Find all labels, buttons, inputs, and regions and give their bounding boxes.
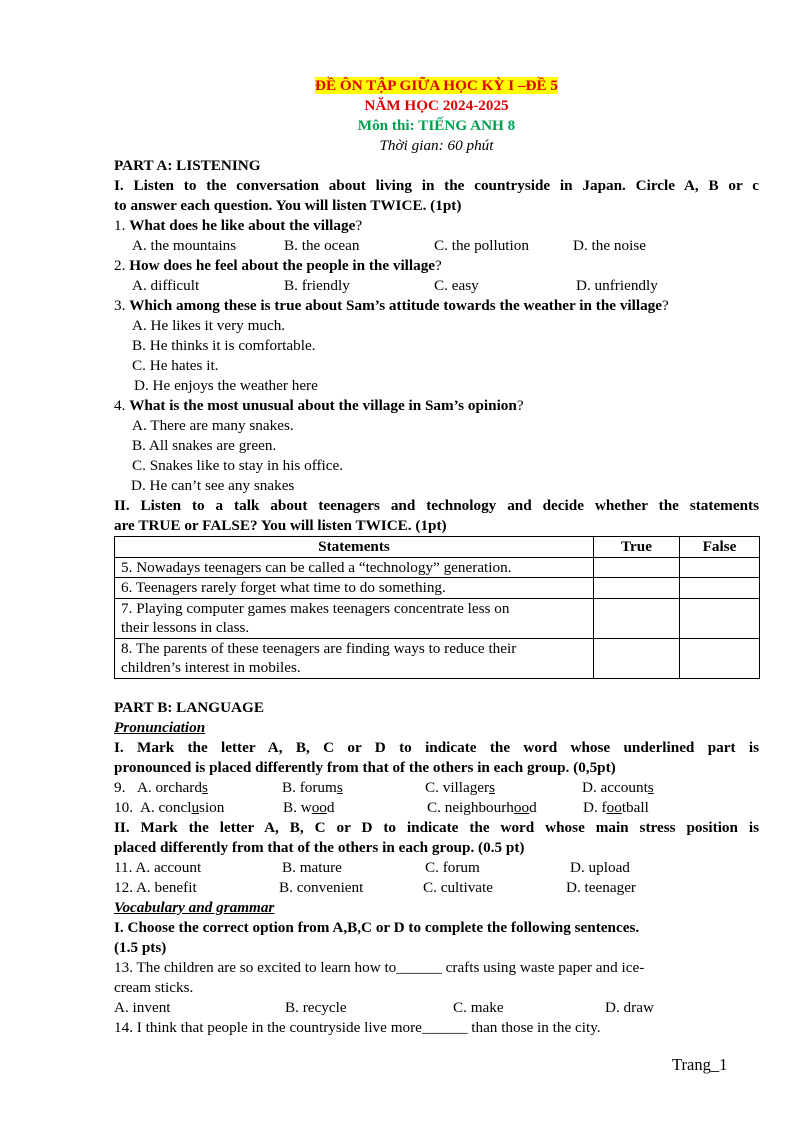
- true-cell[interactable]: [594, 598, 680, 638]
- question-2: [114, 256, 759, 276]
- option-c[interactable]: C. Snakes like to stay in his office.: [132, 457, 344, 474]
- vocabulary-instruction-line1: I. Choose the correct option from A,B,C or D to complete the following sentences.: [114, 918, 640, 936]
- true-false-table: [114, 536, 760, 679]
- option-c[interactable]: C. He hates it.: [132, 357, 219, 374]
- option-b[interactable]: [282, 778, 343, 798]
- question-number: 1.: [114, 217, 130, 234]
- exam-page: [114, 76, 759, 1038]
- option-c[interactable]: C. easy: [434, 277, 479, 294]
- time-limit: Thời gian: 60 phút: [379, 137, 494, 154]
- option-d[interactable]: D. draw: [605, 998, 654, 1016]
- page-number: Trang_1: [672, 1055, 728, 1074]
- table-header-false: False: [680, 537, 760, 558]
- option-b[interactable]: B. recycle: [285, 998, 347, 1016]
- table-row: [115, 638, 760, 678]
- option-c[interactable]: [425, 778, 495, 798]
- question-1-options: [114, 236, 759, 256]
- option-a[interactable]: A. invent: [114, 998, 171, 1016]
- option-d[interactable]: D. the noise: [573, 237, 646, 254]
- pronunciation-heading: Pronunciation: [114, 718, 206, 736]
- stress-instruction-line1: II. Mark the letter A, B, C or D to indicate the word whose main stress position is: [114, 818, 759, 836]
- false-cell[interactable]: [680, 598, 760, 638]
- option-d[interactable]: D. unfriendly: [576, 277, 658, 294]
- question-text: How does he feel about the people in the village: [129, 257, 436, 274]
- true-cell[interactable]: [594, 638, 680, 678]
- statement-text: 7. Playing computer games makes teenagers concentrate less on: [121, 599, 510, 617]
- statement-cell: [115, 598, 594, 638]
- question-text: What is the most unusual about the village in Sam’s opinion: [129, 397, 517, 414]
- question-4: [114, 396, 759, 416]
- statement-text: 8. The parents of these teenagers are finding ways to reduce their: [121, 639, 517, 657]
- question-9: [114, 778, 759, 798]
- listening-2-instruction-line1: II. Listen to a talk about teenagers and technology and decide whether the statements: [114, 497, 759, 514]
- option-c[interactable]: C. make: [453, 998, 504, 1016]
- table-header-true: True: [594, 537, 680, 558]
- option-text: B. w: [283, 798, 312, 816]
- statement-cell: [115, 557, 594, 578]
- question-mark: ?: [516, 397, 524, 414]
- underlined-part: u: [191, 798, 200, 816]
- option-text: D. f: [583, 798, 607, 816]
- question-10: [114, 798, 759, 818]
- option-b[interactable]: [283, 798, 334, 818]
- option-a[interactable]: A. He likes it very much.: [132, 317, 286, 334]
- question-number: 10.: [114, 798, 133, 816]
- option-text-end: d: [529, 798, 537, 816]
- question-2-options: [114, 276, 759, 296]
- listening-1-instruction-line2: to answer each question. You will listen TWICE. (1pt): [114, 197, 462, 214]
- option-text-end: d: [326, 798, 335, 816]
- underlined-part: oo: [513, 798, 530, 816]
- option-text-end: tball: [621, 798, 649, 816]
- option-text: C. neighbourh: [427, 798, 514, 816]
- option-a[interactable]: 12. A. benefit: [114, 878, 197, 896]
- option-text: B. forum: [282, 778, 337, 796]
- underlined-part: s: [647, 778, 654, 796]
- option-b[interactable]: B. the ocean: [284, 237, 360, 254]
- option-a[interactable]: A. difficult: [132, 277, 200, 294]
- listening-1-instruction-line1: I. Listen to the conversation about living in the countryside in Japan. Circle A, B or c: [114, 177, 759, 194]
- option-d[interactable]: D. He can’t see any snakes: [131, 477, 295, 494]
- question-1: [114, 216, 759, 236]
- listening-2-instruction-line2: are TRUE or FALSE? You will listen TWICE. (1pt): [114, 517, 447, 534]
- table-row: [115, 557, 760, 578]
- statement-cell: [115, 578, 594, 599]
- question-mark: ?: [355, 217, 363, 234]
- pronunciation-instruction-line2: pronounced is placed differently from that of the others in each group. (0,5pt): [114, 758, 616, 776]
- false-cell[interactable]: [680, 557, 760, 578]
- question-text: Which among these is true about Sam’s attitude towards the weather in the village: [129, 297, 662, 314]
- option-a[interactable]: A. the mountains: [132, 237, 237, 254]
- school-year: NĂM HỌC 2024-2025: [364, 97, 509, 114]
- option-b[interactable]: B. He thinks it is comfortable.: [132, 337, 316, 354]
- question-14: 14. I think that people in the countryside live more______ than those in the city.: [114, 1018, 601, 1036]
- subject: Môn thi: TIẾNG ANH 8: [357, 117, 516, 134]
- underlined-part: oo: [606, 798, 622, 816]
- true-cell[interactable]: [594, 578, 680, 599]
- question-text: What does he like about the village: [129, 217, 356, 234]
- option-d[interactable]: D. He enjoys the weather here: [134, 377, 318, 394]
- option-b[interactable]: B. mature: [282, 858, 342, 876]
- option-b[interactable]: B. All snakes are green.: [132, 437, 277, 454]
- question-13-options: [114, 998, 759, 1018]
- table-header-statements: Statements: [115, 537, 594, 558]
- statement-cell: [115, 638, 594, 678]
- question-11: [114, 858, 759, 878]
- false-cell[interactable]: [680, 578, 760, 599]
- option-text: A. concl: [140, 798, 192, 816]
- question-number: 9.: [114, 778, 126, 796]
- pronunciation-instruction-line1: I. Mark the letter A, B, C or D to indicate the word whose underlined part is: [114, 738, 759, 756]
- underlined-part: s: [489, 778, 496, 796]
- table-header-row: [115, 537, 760, 558]
- option-d[interactable]: D. teenager: [566, 878, 636, 896]
- vocabulary-heading: Vocabulary and grammar: [114, 898, 275, 916]
- option-text: A. orchard: [137, 778, 202, 796]
- option-d[interactable]: D. upload: [570, 858, 630, 876]
- option-text: D. account: [582, 778, 648, 796]
- statement-text: 5. Nowadays teenagers can be called a “technology” generation.: [121, 558, 512, 576]
- stress-instruction-line2: placed differently from that of the others in each group. (0.5 pt): [114, 838, 525, 856]
- option-d[interactable]: [583, 798, 649, 818]
- question-12: [114, 878, 759, 898]
- underlined-part: oo: [311, 798, 327, 816]
- part-b-heading: PART B: LANGUAGE: [114, 698, 264, 716]
- statement-text: 6. Teenagers rarely forget what time to do something.: [121, 579, 446, 596]
- vocabulary-instruction-line2: (1.5 pts): [114, 938, 167, 956]
- table-row: [115, 598, 760, 638]
- option-a[interactable]: [140, 798, 224, 818]
- question-3: [114, 296, 759, 316]
- question-number: 2.: [114, 257, 130, 274]
- option-a[interactable]: 11. A. account: [114, 858, 202, 876]
- exam-title: ĐỀ ÔN TẬP GIỮA HỌC KỲ I –ĐỀ 5: [314, 77, 559, 94]
- part-a-heading: PART A: LISTENING: [114, 157, 261, 174]
- false-cell[interactable]: [680, 638, 760, 678]
- underlined-part: s: [336, 778, 343, 796]
- question-mark: ?: [662, 297, 669, 314]
- true-cell[interactable]: [594, 557, 680, 578]
- option-b[interactable]: B. convenient: [279, 878, 364, 896]
- option-c[interactable]: C. the pollution: [434, 237, 529, 254]
- option-c[interactable]: C. cultivate: [423, 878, 494, 896]
- statement-text-cont: children’s interest in mobiles.: [121, 659, 301, 676]
- option-a[interactable]: A. There are many snakes.: [132, 417, 294, 434]
- question-number: 4.: [114, 397, 130, 414]
- question-13-line1: 13. The children are so excited to learn how to______ crafts using waste paper and ice-: [114, 958, 645, 976]
- question-mark: ?: [435, 257, 442, 274]
- underlined-part: s: [201, 778, 208, 796]
- statement-text-cont: their lessons in class.: [121, 619, 250, 636]
- option-c[interactable]: [427, 798, 537, 818]
- table-row: [115, 578, 760, 599]
- option-text-end: sion: [199, 798, 225, 816]
- exam-header: [114, 76, 759, 96]
- option-d[interactable]: [582, 778, 654, 798]
- option-c[interactable]: C. forum: [425, 858, 480, 876]
- question-number: 3.: [114, 297, 130, 314]
- option-a[interactable]: [137, 778, 208, 798]
- question-13-line2: cream sticks.: [114, 978, 194, 996]
- option-text: C. villager: [425, 778, 490, 796]
- option-b[interactable]: B. friendly: [284, 277, 350, 294]
